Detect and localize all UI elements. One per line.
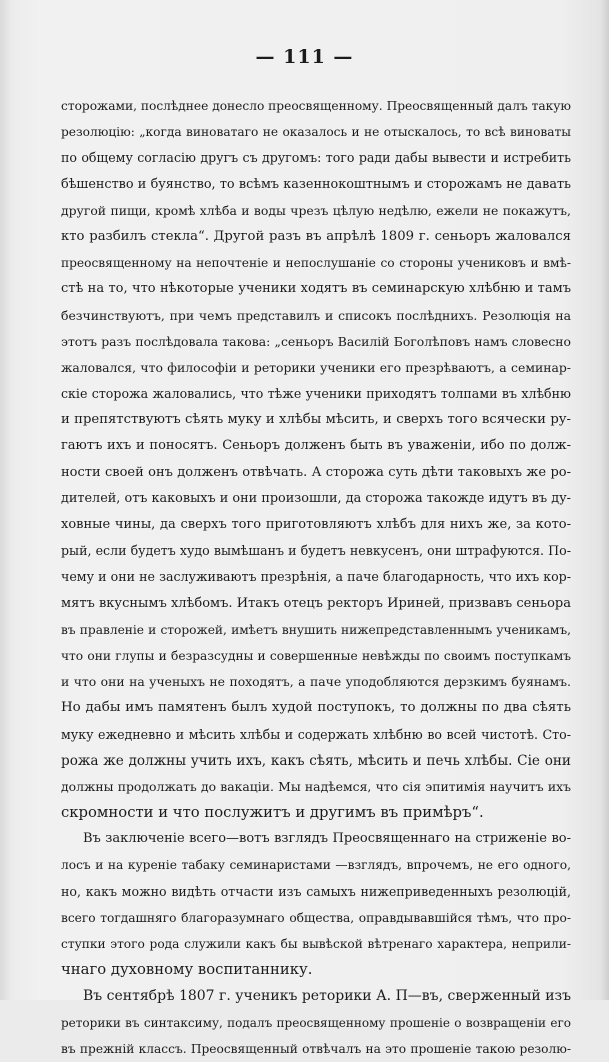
text-line: ступки этого рода служили какъ бы вывѣской вѣтренаго характера, неприли- xyxy=(61,937,571,951)
text-line: жаловался, что философіи и реторики ученики его презрѣваютъ, а семинар- xyxy=(61,359,571,375)
text-line: и что они на ученыхъ не походятъ, а паче уподобляются дерзкимъ буянамъ. xyxy=(61,674,571,690)
text-line: что они глупы и безразсудны и совершенные невѣжды по своимъ поступкамъ xyxy=(61,648,571,663)
text-line: и препятствуютъ сѣять муку и хлѣбы мѣсить, и сверхъ того всячески ру- xyxy=(61,412,571,428)
text-line: скромности и что послужитъ и другимъ въ примѣръ“. xyxy=(61,804,484,822)
text-line: но, какъ можно видѣть отчасти изъ самыхъ нижеприведенныхъ резолюцій, xyxy=(61,883,571,899)
text-line: скіе сторожа жаловались, что тѣже ученики приходятъ толпами въ хлѣбню xyxy=(61,386,571,402)
text-line: дителей, отъ каковыхъ и они произошли, да сторожа такожде идутъ въ ду- xyxy=(61,490,571,506)
text-line: чнаго духовному воспитаннику. xyxy=(61,961,313,979)
text-line: ности своей онъ долженъ отвѣчать. А сторожа суть дѣти таковыхъ же ро- xyxy=(61,464,571,480)
text-line: муку ежедневно и мѣсить хлѣбы и содержать хлѣбню во всей чистотѣ. Сто- xyxy=(61,726,571,742)
text-line: Но дабы имъ памятенъ былъ худой поступокъ, то должны по два сѣять xyxy=(61,700,571,716)
text-line: лосъ и на куреніе табаку семинаристами —взглядъ, впрочемъ, не его одного, xyxy=(61,858,571,873)
text-line: преосвященному на непочтеніе и непослушаніе со стороны учениковъ и вмѣ- xyxy=(61,256,571,271)
text-line: должны продолжать до вакаціи. Мы надѣемся, что сія эпитимія научитъ ихъ xyxy=(61,778,571,794)
text-line: въ прежній классъ. Преосвященный отвѣчалъ на это прошеніе такою резолю- xyxy=(61,1041,571,1056)
text-line: кто разбилъ стекла“. Другой разъ въ апрѣлѣ 1809 г. сеньоръ жаловался xyxy=(61,228,571,244)
page-number: — 111 — xyxy=(255,46,354,68)
text-line: стѣ на то, что нѣкоторые ученики ходятъ въ семинарскую хлѣбню и тамъ xyxy=(61,281,571,297)
text-line: по общему согласію другъ съ другомъ: того ради дабы вывести и истребить xyxy=(61,150,571,166)
text-line: сторожами, послѣднее донесло преосвященному. Преосвященный далъ такую xyxy=(61,99,571,113)
text-line: рый, если будетъ худо вымѣшанъ и будетъ невкусенъ, они штрафуются. По- xyxy=(61,543,571,559)
text-line: бѣшенство и буянство, то всѣмъ казеннокоштнымъ и сторожамъ не давать xyxy=(61,176,571,192)
text-line: гаютъ ихъ и поносятъ. Сеньоръ долженъ быть въ уваженіи, ибо по долж- xyxy=(61,438,571,454)
text-line: безчинствуютъ, при чемъ представилъ и списокъ послѣднихъ. Резолюція на xyxy=(61,307,571,323)
text-line: рожа же должны учить ихъ, какъ сѣять, мѣсить и печь хлѣбы. Сіе они xyxy=(61,752,571,769)
text-line: въ правленіе и сторожей, имѣетъ внушить нижепредставленнымъ ученикамъ, xyxy=(61,622,571,637)
text-line: всего тогдашняго благоразумнаго общества, оправдывавшійся тѣмъ, что про- xyxy=(61,910,571,925)
text-line: этотъ разъ послѣдовала такова: „сеньоръ Василій Боголѣповъ намъ словесно xyxy=(61,333,571,349)
body-text xyxy=(61,93,571,1062)
text-line: реторики въ синтаксиму, подалъ преосвященному прошеніе о возвращеніи его xyxy=(61,1015,571,1030)
text-line: мятъ вкуснымъ хлѣбомъ. Итакъ отецъ ректоръ Ириней, призвавъ сеньора xyxy=(61,595,571,611)
text-line: резолюцію: „когда виноватаго не оказалось и не отыскалось, то всѣ виноваты xyxy=(61,125,571,140)
text-line: Въ сентябрѣ 1807 г. ученикъ реторики А. П—въ, сверженный изъ xyxy=(83,988,571,1005)
text-line: Въ заключеніе всего—вотъ взглядъ Преосвященнаго на стриженіе во- xyxy=(83,831,571,847)
text-line: другой пищи, кромѣ хлѣба и воды чрезъ цѣлую недѣлю, ежели не покажутъ, xyxy=(61,202,571,218)
text-line: чему и они не заслуживаютъ презрѣнія, а паче благодарность, что ихъ кор- xyxy=(61,569,571,585)
text-line: ховные чины, да сверхъ того приготовляютъ хлѣбъ для нихъ же, за кото- xyxy=(61,517,571,532)
